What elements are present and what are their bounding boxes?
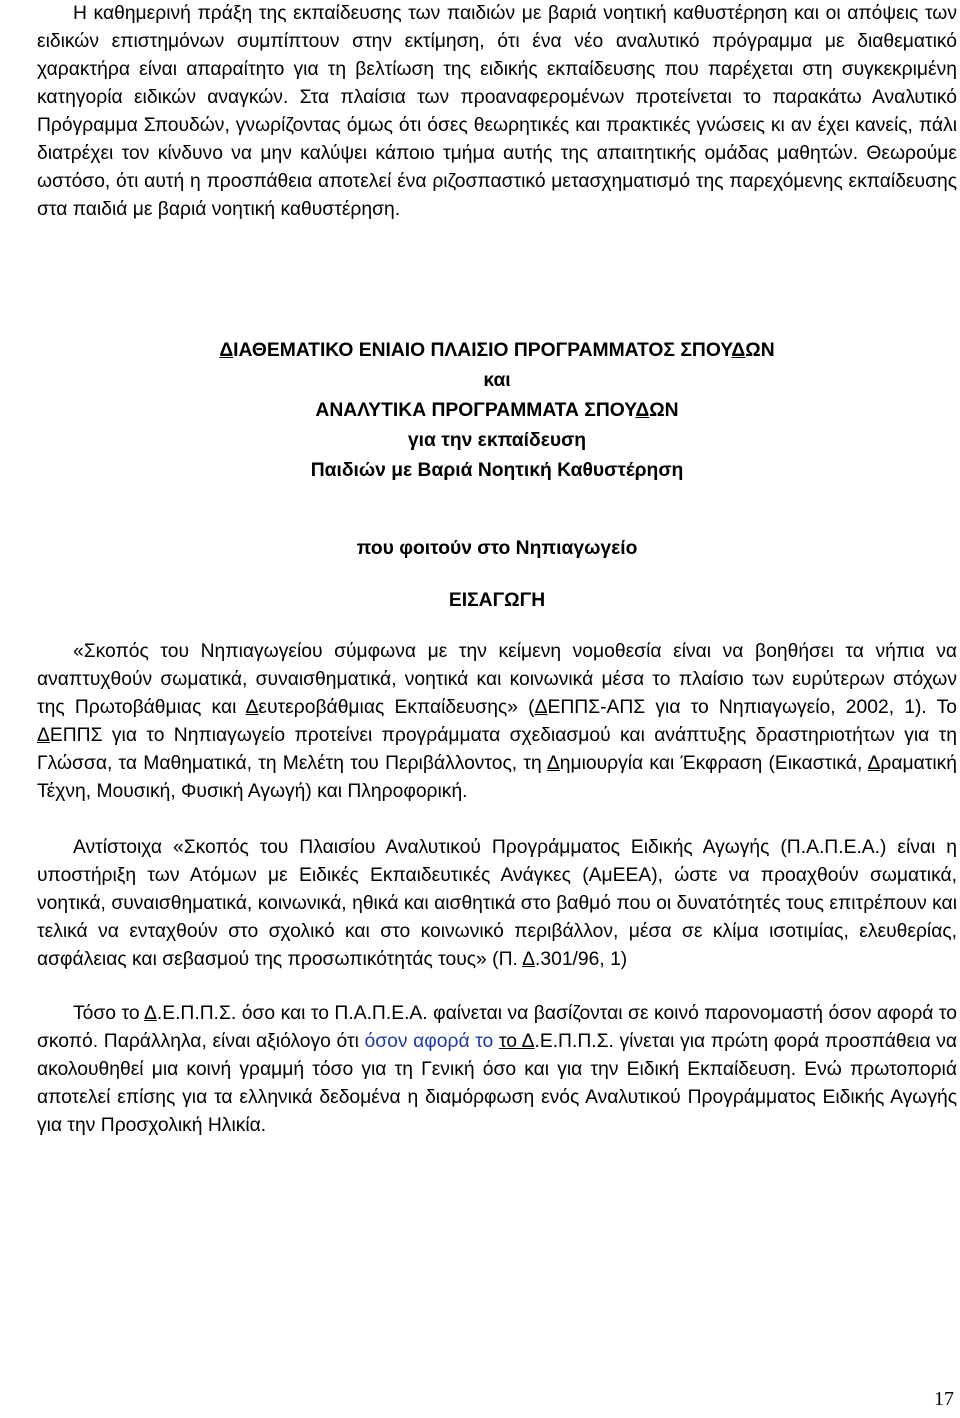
paragraph-papea-purpose: [37, 834, 957, 974]
heading-line-3: [37, 397, 957, 425]
heading-line-3-b: ΩΝ: [649, 400, 679, 421]
p4-b: .Ε.Π.Π.Σ. όσο και το Π.Α.Π.Ε.Α. φαίνεται να βασίζονται σε κοινό παρονομαστή όσον αφορά το σκοπό. Παράλληλα, είναι αξιόλογο ότι: [37, 1003, 957, 1052]
heading-line-2: και: [483, 370, 511, 391]
page-number: 17: [934, 1388, 954, 1410]
p3-a: Αντίστοιχα «Σκοπός του Πλαισίου Αναλυτικού Προγράμματος Ειδικής Αγωγής (Π.Α.Π.Ε.Α.) είναι η υποστήριξη των Ατόμων με Ειδικές Εκπαιδευτικές Ανάγκες (ΑμΕΕΑ), ώστε να προαχθούν σωματικά, νοητικά, συναισθηματικά, κοινωνικά, ηθικά και αισθητικά στο βαθμό που οι δυνατότητές τους επιτρέπουν και τελικά να ενταχθούν στο σχολικό και στο κοινωνικό περιβάλλον, μέσα σε κλίμα ισοτιμίας, ελευθερίας, ασφάλειας και σεβασμού της προσωπικότητάς τους» (Π.: [37, 837, 957, 970]
p2-b: ευτεροβάθμιας Εκπαίδευσης» (: [258, 697, 535, 718]
p2-a: «Σκοπός του Νηπιαγωγείου σύμφωνα με την κείμενη νομοθεσία είναι να βοηθήσει τα νήπια να αναπτυχθούν σωματικά, συναισθηματικά, νοητικά και κοινωνικά μέσα το πλαίσιο των ευρύτερων στόχων της Πρωτοβάθμιας και: [37, 641, 957, 718]
p2-delta-4: Δ: [546, 753, 560, 774]
heading-line-1-delta-2: Δ: [731, 340, 746, 361]
p2-f: ραματική Τέχνη, Μουσική, Φυσική Αγωγή) και Πληροφορική.: [37, 753, 958, 802]
heading-line-1-mid: ΙΑΘΕΜΑΤΙΚΟ ΕΝΙΑΙΟ ΠΛΑΙΣΙΟ ΠΡΟΓΡΑΜΜΑΤΟΣ ΣΠΟΥ: [233, 340, 732, 361]
heading-line-5: Παιδιών με Βαριά Νοητική Καθυστέρηση: [310, 460, 684, 481]
p2-c: ΕΠΠΣ-ΑΠΣ για το Νηπιαγωγείο, 2002, 1). Το: [547, 697, 957, 718]
heading-line-1: [37, 337, 957, 365]
heading-kindergarten: που φοιτούν στο Νηπιαγωγείο: [356, 538, 638, 559]
heading-line-1-delta-1: Δ: [219, 340, 234, 361]
p4-c: .Ε.Π.Π.Σ. γίνεται για πρώτη φορά προσπάθεια να ακολουθηθεί μια κοινή γραμμή τόσο για τη Γενική όσο και για την Ειδική Εκπαίδευση. Ενώ πρωτοποριά αποτελεί επίσης για τα ελληνικά δεδομένα η διαμόρφωση ενός Αναλυτικού Προγράμματος Ειδικής Αγωγής για την Προσχολική Ηλικία.: [37, 1031, 958, 1136]
p2-delta-5: Δ: [867, 753, 881, 774]
heading-line-3-a: ΑΝΑΛΥΤΙΚΑ ΠΡΟΓΡΑΜΜΑΤΑ ΣΠΟΥ: [315, 400, 636, 421]
p3-b: .301/96, 1): [535, 949, 628, 970]
paragraph-comparison: [37, 1000, 957, 1140]
intro-paragraph: [37, 0, 957, 224]
p2-e: ημιουργία και Έκφραση (Εικαστικά,: [559, 753, 868, 774]
p2-delta-1: Δ: [245, 697, 259, 718]
heading-line-4: για την εκπαίδευση: [407, 430, 587, 451]
p2-d: ΕΠΠΣ για το Νηπιαγωγείο προτείνει προγράμματα σχεδιασμού και ανάπτυξης δραστηριοτήτων για τη Γλώσσα, τα Μαθηματικά, τη Μελέτη του Περιβάλλοντος, τη: [37, 725, 957, 774]
underlined-word: το: [498, 1031, 518, 1052]
p2-delta-3: Δ: [37, 725, 50, 746]
section-title-introduction: ΕΙΣΑΓΩΓΗ: [448, 590, 546, 611]
intro-text-b: Στα πλαίσια των προαναφερομένων προτείνεται το παρακάτω Αναλυτικό Πρόγραμμα Σπουδών, γνωρίζοντας όμως ότι όσες θεωρητικές και πρακτικές γνώσεις κι αν έχει κανείς, πάλι διατρέχει τον κίνδυνο να μην καλύψει κάποιο τμήμα αυτής της απαιτητικής ομάδας μαθητών. Θεωρούμε ωστόσο, ότι αυτή η προσπάθεια αποτελεί ένα ριζοσπαστικό μετασχηματισμό της παρεχόμενης εκπαίδευσης στα παιδιά με βαριά νοητική καθυστέρηση.: [37, 87, 957, 220]
heading-line-3-delta: Δ: [635, 400, 650, 421]
p2-delta-2: Δ: [534, 697, 548, 718]
document-page: [37, 0, 957, 1140]
p4-a: Τόσο το: [73, 1003, 144, 1024]
p3-delta: Δ: [522, 949, 536, 970]
highlighted-phrase: όσον αφορά το: [364, 1031, 494, 1052]
paragraph-kindergarten-purpose: [37, 638, 957, 806]
p4-delta-2: Δ: [521, 1031, 535, 1052]
p4-delta-1: Δ: [143, 1003, 157, 1024]
heading-line-1-end: ΩΝ: [745, 340, 775, 361]
intro-text-a: Η καθημερινή πράξη της εκπαίδευσης των παιδιών με βαριά νοητική καθυστέρηση και οι απόψεις των ειδικών επιστημόνων συμπίπτουν στην εκτίμηση, ότι ένα νέο αναλυτικό πρόγραμμα με διαθεματικό χαρακτήρα είναι απαραίτητο για τη βελτίωση της ειδικής εκπαίδευσης που παρέχεται στη συγκεκριμένη κατηγορία ειδικών αναγκών.: [37, 3, 957, 108]
